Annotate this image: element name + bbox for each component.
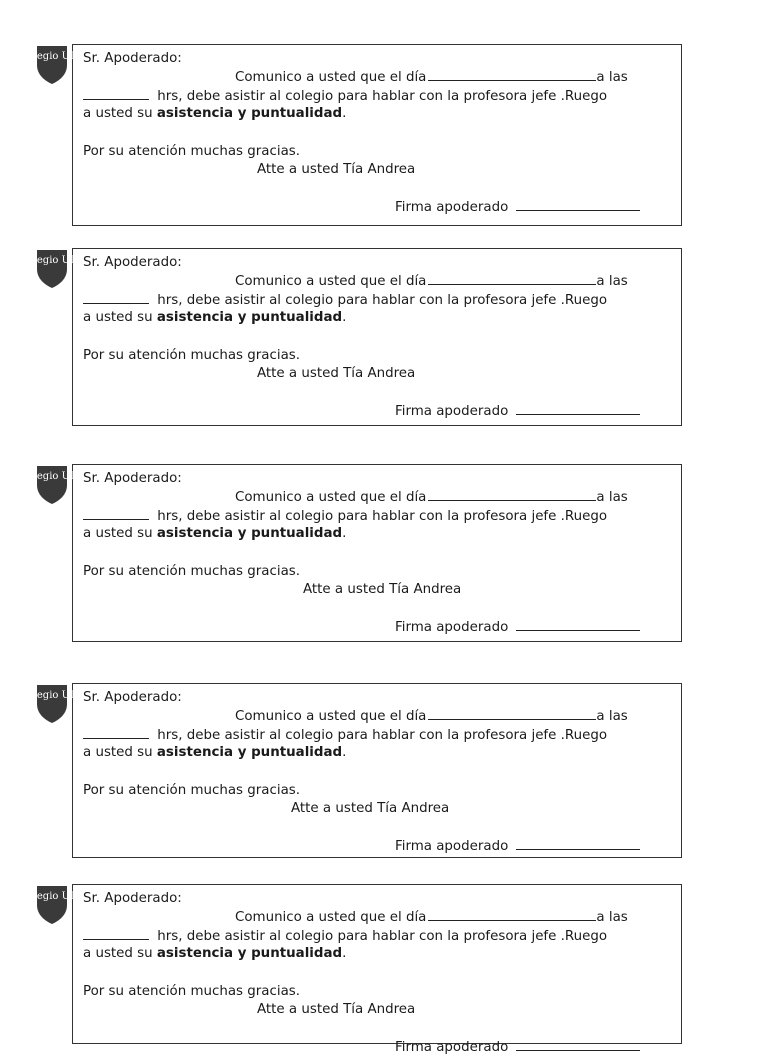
- hours-blank: [83, 87, 149, 100]
- body-line: hrs, debe asistir al colegio para hablar con la profesora jefe .Ruego: [83, 927, 607, 945]
- intro-line: Comunico a usted que el día a las: [235, 274, 628, 289]
- date-blank: [428, 707, 596, 720]
- body-line: hrs, debe asistir al colegio para hablar con la profesora jefe .Ruego: [83, 291, 607, 309]
- svg-text:Colegio ULE: Colegio ULE: [20, 255, 84, 266]
- greeting: Sr. Apoderado:: [83, 690, 182, 705]
- hours-blank: [83, 726, 149, 739]
- signature-blank: [516, 618, 640, 631]
- notice-slip: [20, 44, 682, 226]
- svg-text:Colegio ULE: Colegio ULE: [20, 471, 84, 482]
- intro-line: Comunico a usted que el día a las: [235, 70, 628, 85]
- sign-off: Atte a usted Tía Andrea: [257, 366, 416, 381]
- body-line: hrs, debe asistir al colegio para hablar con la profesora jefe .Ruego: [83, 726, 607, 744]
- request-line: a usted su asistencia y puntualidad.: [83, 310, 347, 325]
- signature-blank: [516, 1038, 640, 1051]
- date-blank: [428, 68, 596, 81]
- svg-text:Colegio ULE: Colegio ULE: [20, 891, 84, 902]
- signature-line: Firma apoderado: [395, 402, 640, 420]
- thanks-line: Por su atención muchas gracias.: [83, 783, 301, 798]
- date-blank: [428, 488, 596, 501]
- svg-text:Colegio ULE: Colegio ULE: [20, 51, 84, 62]
- intro-line: Comunico a usted que el día a las: [235, 709, 628, 724]
- request-line: a usted su asistencia y puntualidad.: [83, 106, 347, 121]
- greeting: Sr. Apoderado:: [83, 471, 182, 486]
- thanks-line: Por su atención muchas gracias.: [83, 348, 301, 363]
- body-line: hrs, debe asistir al colegio para hablar con la profesora jefe .Ruego: [83, 507, 607, 525]
- request-line: a usted su asistencia y puntualidad.: [83, 526, 347, 541]
- sign-off: Atte a usted Tía Andrea: [291, 801, 450, 816]
- thanks-line: Por su atención muchas gracias.: [83, 984, 301, 999]
- request-line: a usted su asistencia y puntualidad.: [83, 745, 347, 760]
- body-line: hrs, debe asistir al colegio para hablar con la profesora jefe .Ruego: [83, 87, 607, 105]
- greeting: Sr. Apoderado:: [83, 255, 182, 270]
- date-blank: [428, 908, 596, 921]
- school-crest-icon: [20, 682, 84, 724]
- signature-blank: [516, 198, 640, 211]
- intro-line: Comunico a usted que el día a las: [235, 490, 628, 505]
- school-crest-icon: [20, 463, 84, 505]
- hours-blank: [83, 927, 149, 940]
- svg-text:Colegio ULE: Colegio ULE: [20, 690, 84, 701]
- school-crest-icon: [20, 43, 84, 85]
- sign-off: Atte a usted Tía Andrea: [257, 1002, 416, 1017]
- date-blank: [428, 272, 596, 285]
- thanks-line: Por su atención muchas gracias.: [83, 564, 301, 579]
- notice-slip: [20, 464, 682, 642]
- hours-blank: [83, 291, 149, 304]
- notice-slip: [20, 884, 682, 1055]
- signature-line: Firma apoderado: [395, 618, 640, 636]
- school-crest-icon: [20, 247, 84, 289]
- signature-line: Firma apoderado: [395, 198, 640, 216]
- sign-off: Atte a usted Tía Andrea: [257, 162, 416, 177]
- hours-blank: [83, 507, 149, 520]
- signature-blank: [516, 402, 640, 415]
- notice-slip: [20, 683, 682, 858]
- request-line: a usted su asistencia y puntualidad.: [83, 946, 347, 961]
- signature-line: Firma apoderado: [395, 1038, 640, 1056]
- signature-line: Firma apoderado: [395, 837, 640, 855]
- greeting: Sr. Apoderado:: [83, 891, 182, 906]
- notice-slip: [20, 248, 682, 426]
- signature-blank: [516, 837, 640, 850]
- greeting: Sr. Apoderado:: [83, 51, 182, 66]
- sign-off: Atte a usted Tía Andrea: [303, 582, 462, 597]
- thanks-line: Por su atención muchas gracias.: [83, 144, 301, 159]
- school-crest-icon: [20, 883, 84, 925]
- intro-line: Comunico a usted que el día a las: [235, 910, 628, 925]
